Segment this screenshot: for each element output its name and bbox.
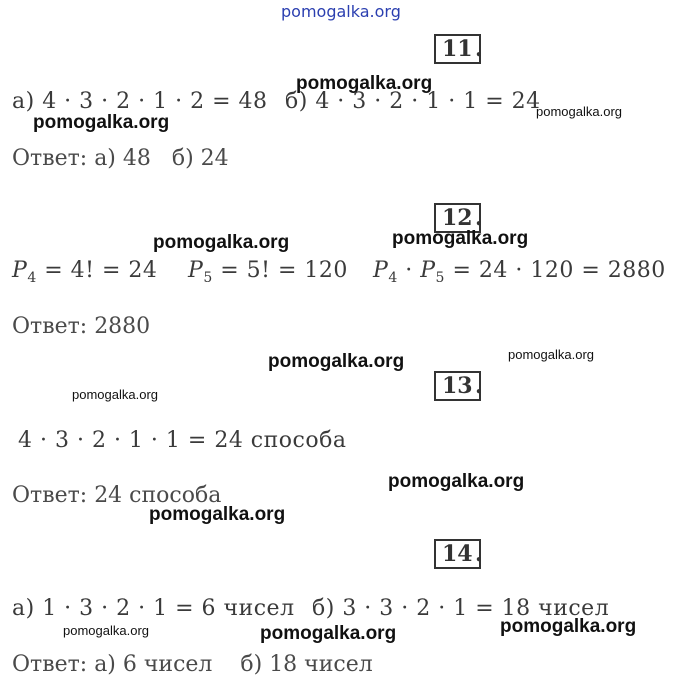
watermark: pomogalka.org xyxy=(268,351,405,372)
task11-answer: Ответ: а) 48 б) 24 xyxy=(12,146,229,171)
task14-line-a: а) 1 · 3 · 2 · 1 = 6 чисел xyxy=(12,596,295,621)
task11-line-b: б) 4 · 3 · 2 · 1 · 1 = 24 xyxy=(285,89,541,114)
task-number-12: 12 xyxy=(434,203,481,233)
task12-answer: Ответ: 2880 xyxy=(12,314,151,339)
task11-line-a: а) 4 · 3 · 2 · 1 · 2 = 48 xyxy=(12,89,268,114)
p-symbol: P xyxy=(188,258,204,283)
p5-rest: = 5! = 120 xyxy=(212,258,348,283)
p-subscript: 4 xyxy=(27,270,37,286)
task-number-11: 11 xyxy=(434,34,481,64)
p-subscript: 5 xyxy=(435,270,445,286)
task-number-dot: . xyxy=(475,541,483,567)
watermark: pomogalka.org xyxy=(153,232,290,253)
p-symbol: P xyxy=(373,258,389,283)
watermark: pomogalka.org xyxy=(388,471,525,492)
product-rest: = 24 · 120 = 2880 xyxy=(444,258,666,283)
task12-p5-formula xyxy=(188,258,348,286)
watermark: pomogalka.org xyxy=(33,112,170,133)
watermark-top: pomogalka.org xyxy=(281,2,401,21)
watermark: pomogalka.org xyxy=(149,504,286,525)
watermark: pomogalka.org xyxy=(500,616,637,637)
watermark: pomogalka.org xyxy=(72,387,158,402)
p-subscript: 4 xyxy=(388,270,398,286)
task-number-dot: . xyxy=(475,36,483,62)
task-number-14: 14 xyxy=(434,539,481,569)
task14-answer: Ответ: а) 6 чисел б) 18 чисел xyxy=(12,652,373,677)
p4-rest: = 4! = 24 xyxy=(36,258,158,283)
watermark: pomogalka.org xyxy=(508,347,594,362)
p-symbol: P xyxy=(420,258,436,283)
watermark: pomogalka.org xyxy=(536,104,622,119)
task-number-dot: . xyxy=(475,373,483,399)
watermark: pomogalka.org xyxy=(63,623,149,638)
task12-p4-formula xyxy=(12,258,157,286)
task13-line: 4 · 3 · 2 · 1 · 1 = 24 способа xyxy=(18,428,347,453)
task14-line-b: б) 3 · 3 · 2 · 1 = 18 чисел xyxy=(312,596,610,621)
p-symbol: P xyxy=(12,258,28,283)
watermark: pomogalka.org xyxy=(392,228,529,249)
multiply-sign: · xyxy=(397,258,421,283)
watermark: pomogalka.org xyxy=(260,623,397,644)
task12-product-formula xyxy=(373,258,666,286)
task13-answer: Ответ: 24 способа xyxy=(12,483,222,508)
watermark: pomogalka.org xyxy=(296,73,433,94)
p-subscript: 5 xyxy=(203,270,213,286)
task-number-dot: . xyxy=(475,205,483,231)
task-number-13: 13 xyxy=(434,371,481,401)
